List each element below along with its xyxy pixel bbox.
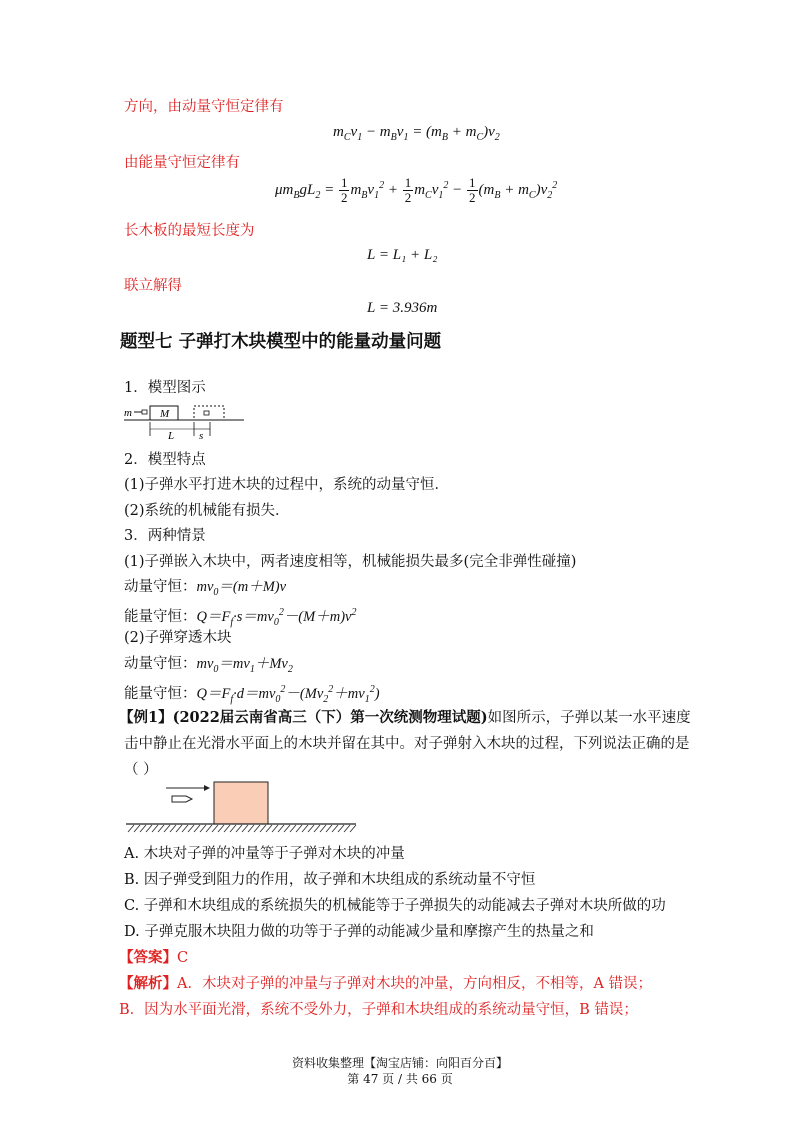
diagram-label-m: m (124, 407, 132, 419)
ground-hatch-line (278, 825, 284, 832)
example-intro: 【例1】(2022届云南省高三（下）第一次统测物理试题)如图所示，子弹以某一水平速度 (119, 709, 691, 726)
ground-hatch-line (332, 825, 338, 832)
ground-hatch-line (272, 825, 278, 832)
ground-hatch-line (194, 825, 200, 832)
ground-hatch-line (242, 825, 248, 832)
ground-hatch-line (254, 825, 260, 832)
feature-momentum: (1)子弹水平打进木块的过程中，系统的动量守恒． (124, 477, 450, 493)
bullet-icon (172, 796, 192, 802)
ground-hatch-line (170, 825, 176, 832)
ground-hatch-line (326, 825, 332, 832)
ground-hatch-line (218, 825, 224, 832)
ground-hatch-line (212, 825, 218, 832)
feature-energy-loss: (2)系统的机械能有损失． (124, 503, 290, 519)
analysis-line-1: 【解析】A．木块对子弹的冲量与子弹对木块的冲量，方向相反，不相等，A 错误； (119, 975, 653, 992)
ground-hatch-line (350, 825, 356, 832)
ground-hatch-line (260, 825, 266, 832)
ground-hatch-line (314, 825, 320, 832)
example-question: 击中静止在光滑水平面上的木块并留在其中。对子弹射入木块的过程，下列说法正确的是 (124, 736, 690, 752)
ground-hatch-line (128, 825, 134, 832)
ground-hatch-line (200, 825, 206, 832)
footer-source: 资料收集整理【淘宝店铺：向阳百分百】 (291, 1056, 508, 1070)
ground-hatch-line (296, 825, 302, 832)
item-model-diagram: 1．模型图示 (124, 380, 206, 396)
arrow-icon (204, 785, 210, 791)
result-equation: L = 3.936m (367, 300, 438, 316)
scenario1-energy: 能量守恒：$Q=F_f\cdot s=mv_0^2-(M+m)v^2$ (124, 607, 357, 628)
energy-text: 由能量守恒定律有 (124, 155, 240, 171)
length-sum-equation: L = L₁ + L₂ (367, 247, 438, 263)
ground-hatch-line (308, 825, 314, 832)
direction-text: 方向，由动量守恒定律有 (124, 99, 284, 115)
ground-hatch-line (302, 825, 308, 832)
ground-hatch-line (140, 825, 146, 832)
ground-hatch-line (236, 825, 242, 832)
momentum-equation: $m_Cv_1 - m_Bv_1 = (m_B + m_C)v_2$ (333, 124, 500, 143)
scenario2-momentum: 动量守恒：$mv_0=mv_1+Mv_2$ (124, 656, 293, 675)
ground-hatch-line (284, 825, 290, 832)
ground-hatch-line (134, 825, 140, 832)
item-model-features: 2．模型特点 (124, 452, 206, 468)
footer-page-number: 第 47 页 / 共 66 页 (347, 1072, 453, 1086)
option-a: A. 木块对子弹的冲量等于子弹对木块的冲量 (124, 846, 405, 862)
ground-hatch-line (338, 825, 344, 832)
ground-hatch-line (266, 825, 272, 832)
ground-hatch-line (206, 825, 212, 832)
diagram-label-L: L (168, 430, 175, 442)
ground-hatch-line (248, 825, 254, 832)
analysis-line-2: B．因为水平面光滑，系统不受外力，子弹和木块组成的系统动量守恒，B 错误； (119, 1002, 638, 1018)
ground-hatch-line (182, 825, 188, 832)
section-title: 题型七 子弹打木块模型中的能量动量问题 (120, 332, 442, 352)
ground-hatch-line (230, 825, 236, 832)
ground-hatch-line (188, 825, 194, 832)
ground-hatch-line (158, 825, 164, 832)
scenario1-momentum: 动量守恒：$mv_0=(m+M)v$ (124, 579, 287, 598)
ground-hatch-line (344, 825, 350, 832)
diagram-label-M: M (160, 408, 170, 420)
option-c: C. 子弹和木块组成的系统损失的机械能等于子弹损失的动能减去子弹对木块所做的功 (124, 898, 666, 914)
ground-hatch-line (320, 825, 326, 832)
ground-hatch-line (224, 825, 230, 832)
ground-hatch-line (146, 825, 152, 832)
option-b: B. 因子弹受到阻力的作用，故子弹和木块组成的系统动量不守恒 (124, 872, 536, 888)
bullet-block-diagram (124, 778, 360, 834)
option-d: D. 子弹克服木块阻力做的功等于子弹的动能减少量和摩擦产生的热量之和 (124, 924, 594, 940)
ground-hatch-line (176, 825, 182, 832)
ground-hatch-line (152, 825, 158, 832)
ground-hatch-line (164, 825, 170, 832)
scenario-embed: (1)子弹嵌入木块中，两者速度相等，机械能损失最多(完全非弹性碰撞) (124, 554, 577, 570)
scenario-penetrate: (2)子弹穿透木块 (124, 630, 232, 646)
shortest-length-text: 长木板的最短长度为 (124, 223, 255, 239)
solve-text: 联立解得 (124, 278, 182, 294)
example-blank: （ ） (124, 762, 158, 778)
item-two-scenarios: 3．两种情景 (124, 528, 206, 544)
energy-equation: $\mu m_BgL_2$ = $\frac{1}{2}$ $m_Bv_1^2$ + $\frac{1}{2}$ $m_Cv_1^2$ − $\frac{1}{2}$ $(m_B + m_C)v_2^2$ (275, 175, 558, 205)
answer-line: 【答案】C (119, 949, 189, 966)
model-diagram (122, 402, 248, 442)
scenario2-energy: 能量守恒：$Q=F_f\cdot d=mv_0^2-(Mv_2^2+mv_1^2)$ (124, 684, 380, 705)
ground-hatch-line (290, 825, 296, 832)
diagram-label-s: s (199, 430, 204, 442)
